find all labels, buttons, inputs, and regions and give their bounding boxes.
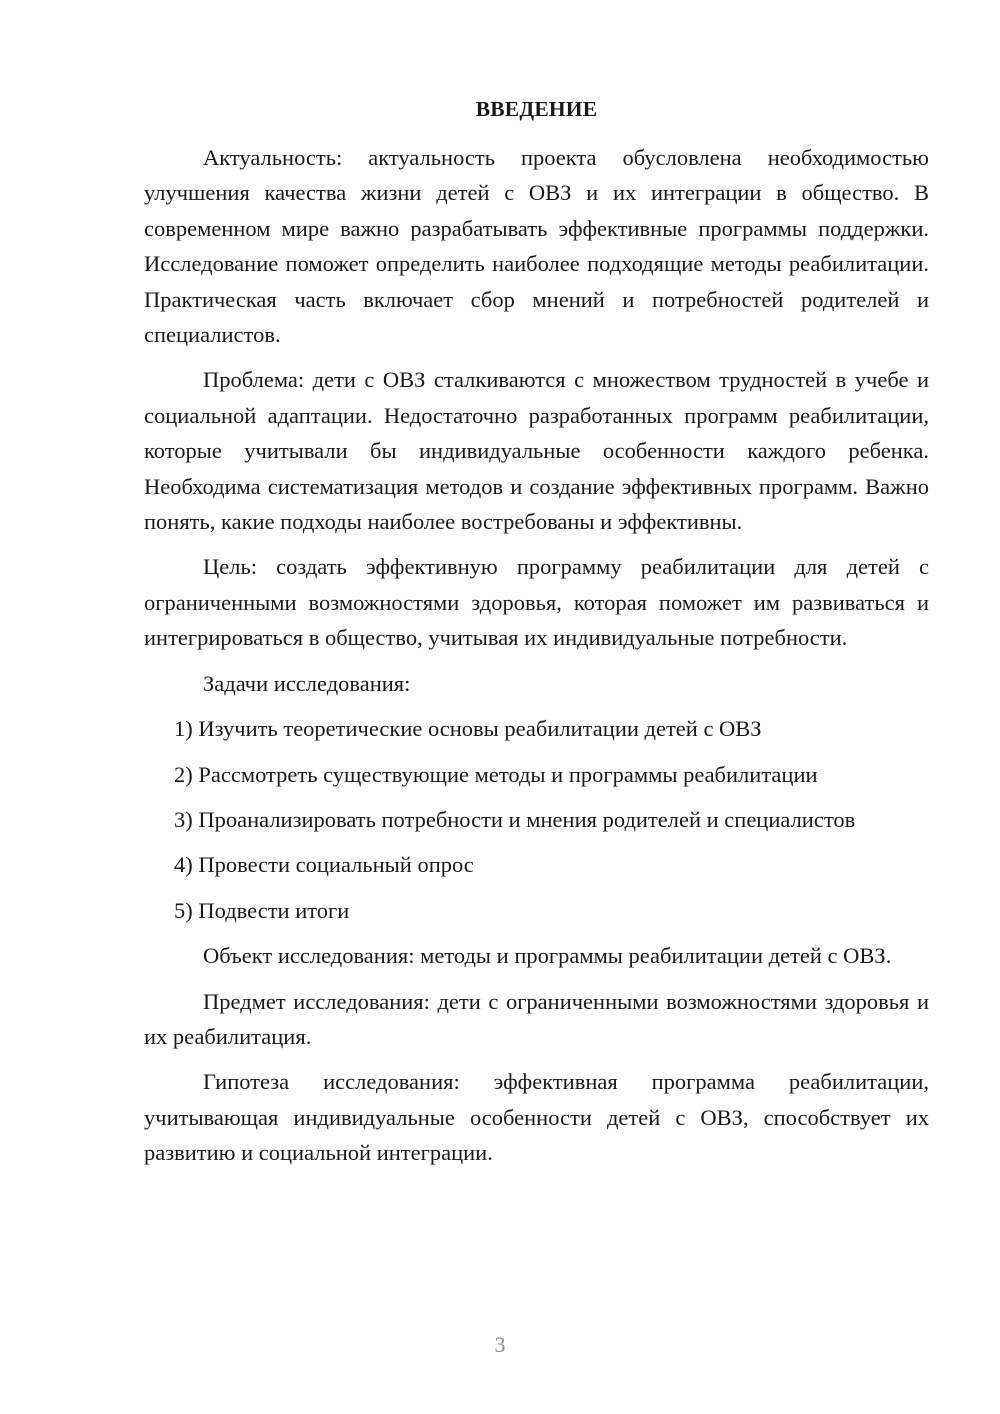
paragraph-object: Объект исследования: методы и программы реабилитации детей с ОВЗ. xyxy=(203,943,892,969)
list-item: 5) Подвести итоги xyxy=(174,897,350,923)
paragraph-problem: Проблема: дети с ОВЗ сталкиваются с множеством трудностей в учебе и социальной адаптации. Недостаточно разработанных программ реабилитации, которые учитывали бы индивидуальные особенности каждого ребенка. Необходима систематизация методов и создание эффективных программ. Важно понять, какие подходы наиболее востребованы и эффективны. xyxy=(144,367,929,535)
list-item: 4) Провести социальный опрос xyxy=(174,852,474,878)
tasks-list xyxy=(144,711,929,928)
list-item: 1) Изучить теоретические основы реабилитации детей с ОВЗ xyxy=(174,716,762,742)
tasks-heading: Задачи исследования: xyxy=(203,670,411,696)
paragraph-goal: Цель: создать эффективную программу реабилитации для детей с ограниченными возможностями здоровья, которая поможет им развиваться и интегрироваться в общество, учитывая их индивидуальные потребности. xyxy=(144,554,929,651)
paragraph-relevance: Актуальность: актуальность проекта обусловлена необходимостью улучшения качества жизни детей с ОВЗ и их интеграции в общество. В современном мире важно разрабатывать эффективные программы поддержки. Исследование поможет определить наиболее подходящие методы реабилитации. Практическая часть включает сбор мнений и потребностей родителей и специалистов. xyxy=(144,145,929,348)
document-page xyxy=(144,92,929,1181)
page-title: ВВЕДЕНИЕ xyxy=(475,97,598,121)
page-number: 3 xyxy=(494,1332,506,1357)
list-item: 2) Рассмотреть существующие методы и программы реабилитации xyxy=(174,761,818,787)
paragraph-subject: Предмет исследования: дети с ограниченными возможностями здоровья и их реабилитация. xyxy=(144,988,929,1049)
list-item: 3) Проанализировать потребности и мнения родителей и специалистов xyxy=(174,806,856,832)
paragraph-hypothesis: Гипотеза исследования: эффективная программа реабилитации, учитывающая индивидуальные особенности детей с ОВЗ, способствует их развитию и социальной интеграции. xyxy=(144,1069,929,1166)
